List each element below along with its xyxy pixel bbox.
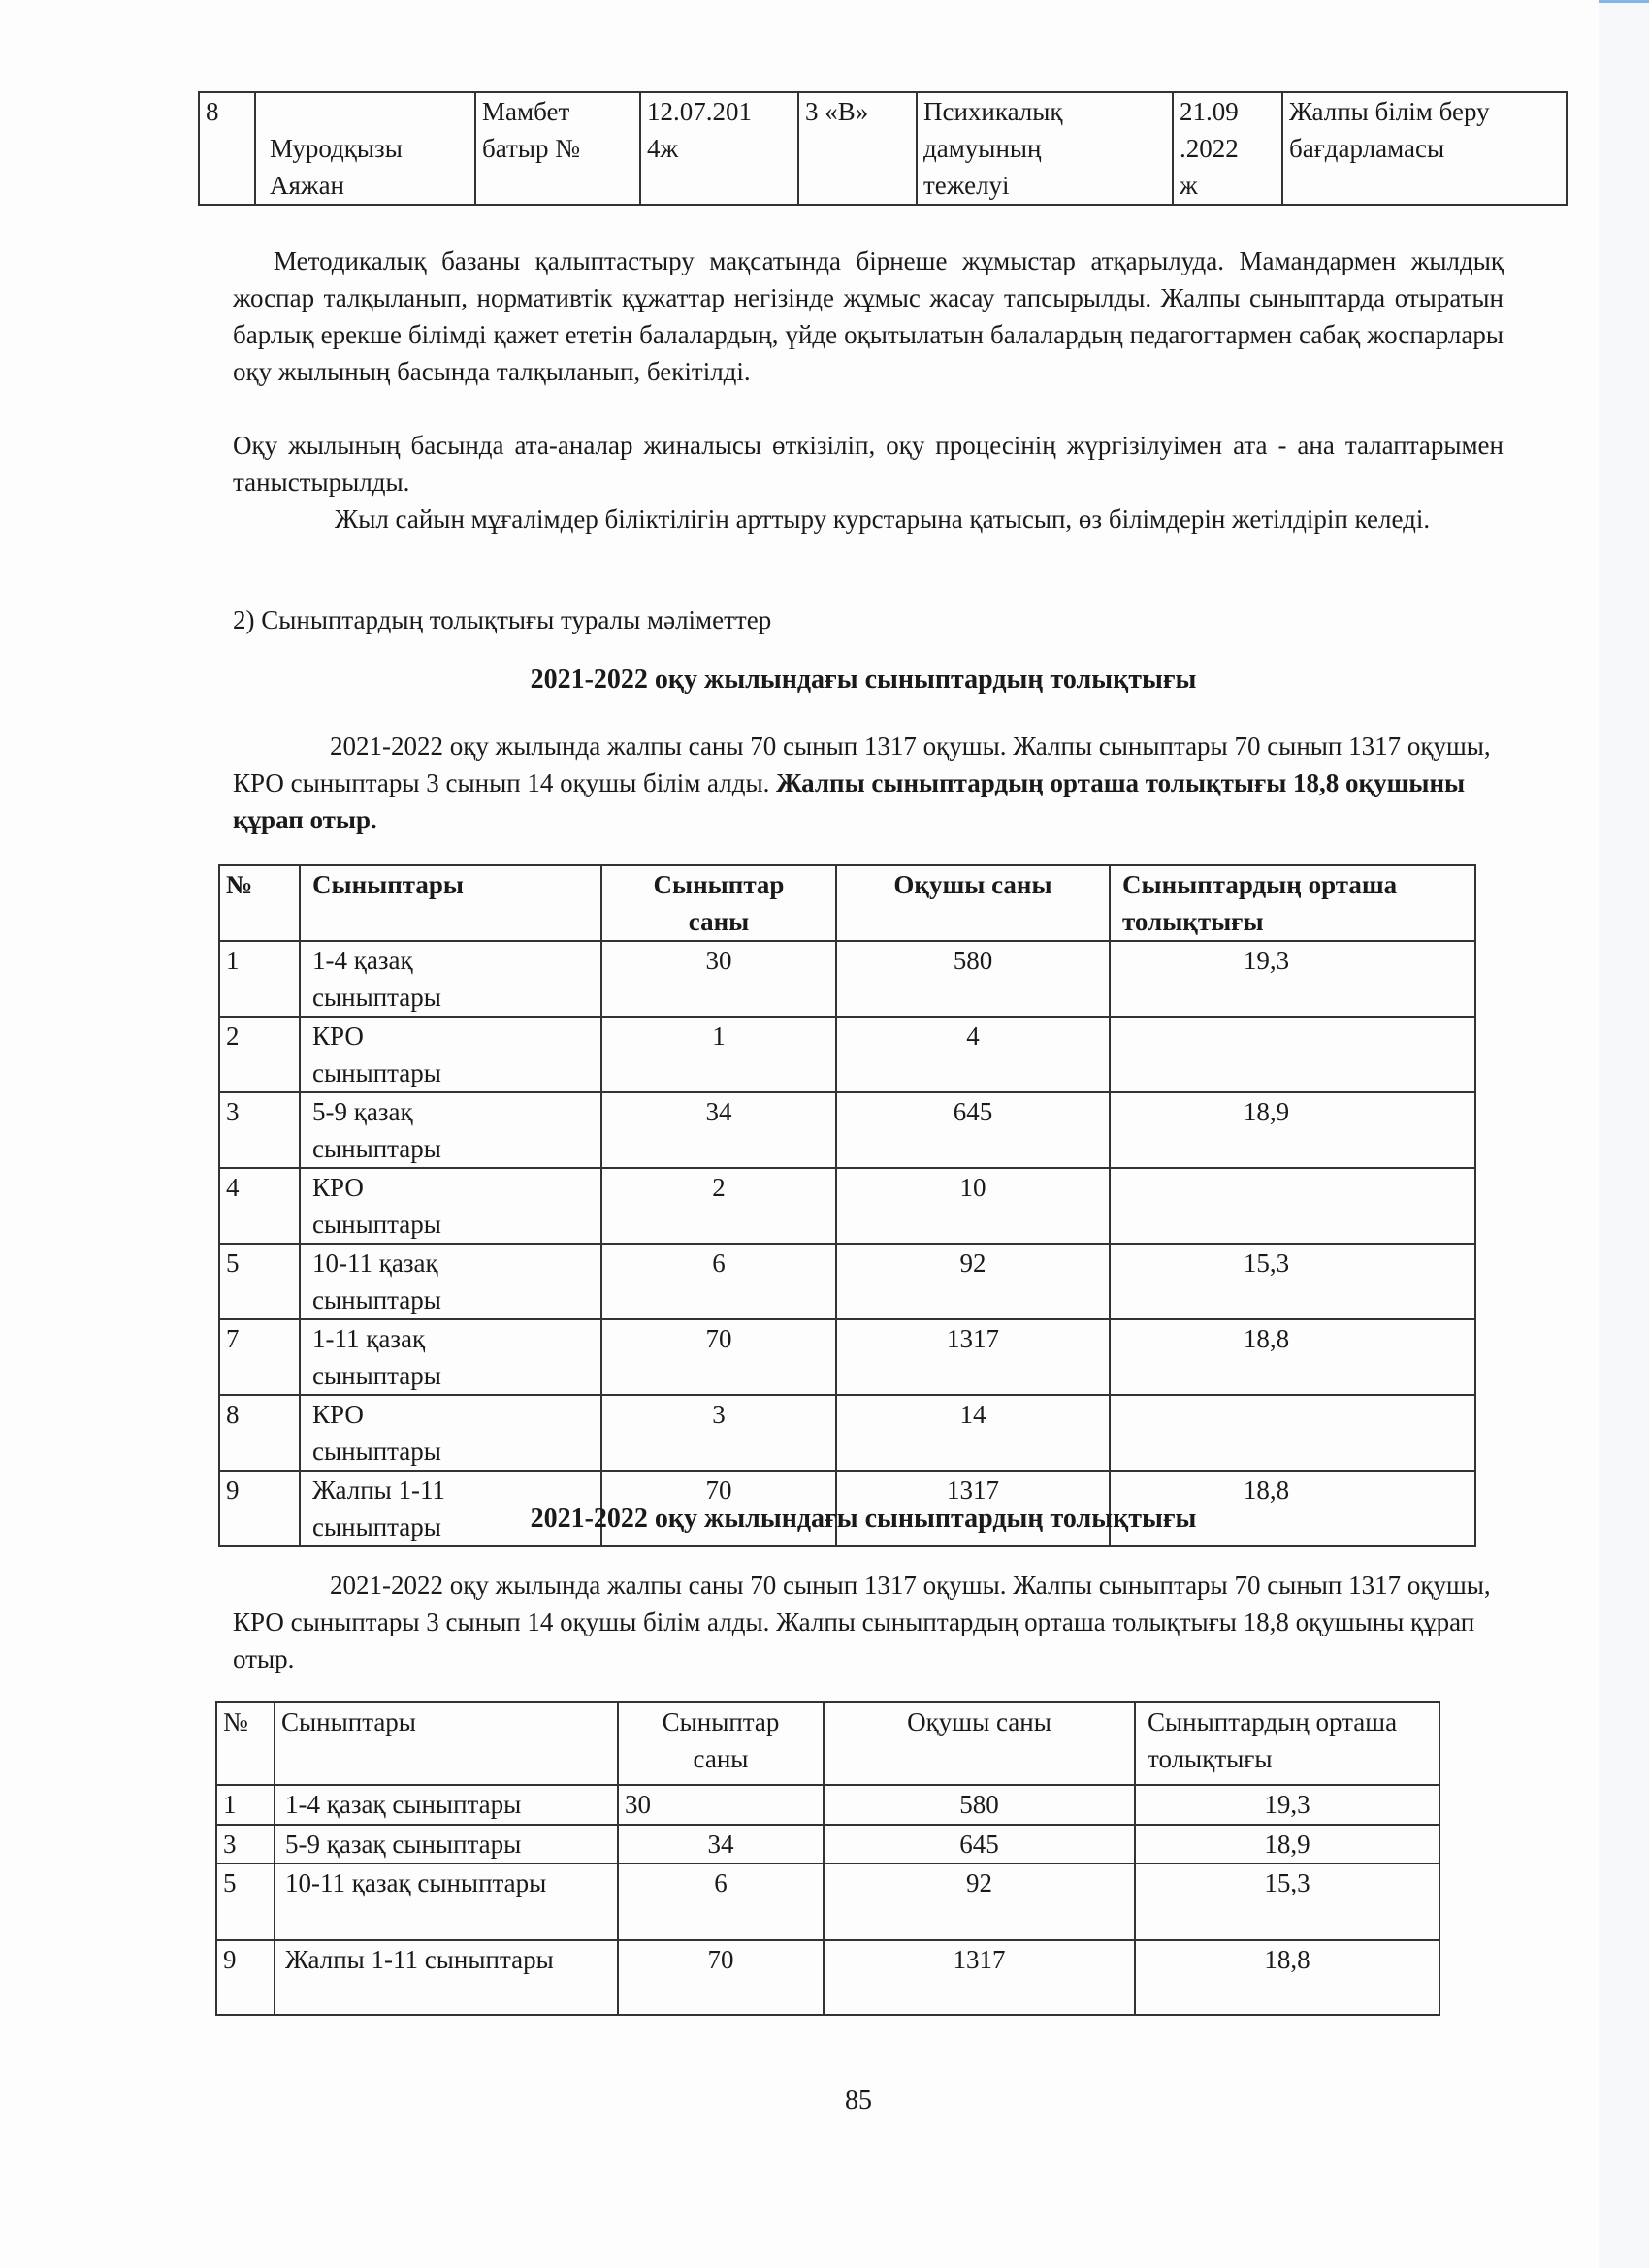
cell-classes: 5-9 қазақ сыныптары <box>300 1092 601 1168</box>
header-num: № <box>216 1702 275 1785</box>
cell-classes: КРО сыныптары <box>300 1395 601 1471</box>
cell-num: 5 <box>219 1244 300 1319</box>
paragraph-methodical: Методикалық базаны қалыптастыру мақсатында бірнеше жұмыстар атқарылуда. Мамандармен жылдық жоспар талқыланып, нормативтік құжаттар негізінде жұмыс жасау тапсырылды. Жалпы сыныптарда отыратын барлық ерекше білімді қажет ететін балалардың, үйде оқытылатын балалардың педагогтармен сабақ жоспарлары оқу жылының басында талқыланып, бекітілді. <box>233 246 1504 386</box>
classes-table-full <box>218 864 1476 1547</box>
section-a-heading: 2021-2022 оқу жылындағы сыныптардың толықтығы <box>530 664 1197 695</box>
cell-classes: 10-11 қазақ сыныптары <box>300 1244 601 1319</box>
cell-num: 9 <box>219 1471 300 1546</box>
cell-avg-fill <box>1110 1395 1475 1471</box>
cell-classes: КРО сыныптары <box>300 1017 601 1092</box>
cell-avg-fill <box>1110 1168 1475 1244</box>
header-student-count: Оқушы саны <box>824 1702 1135 1785</box>
cell-student-count: 580 <box>824 1785 1135 1825</box>
cell-avg-fill <box>1110 1017 1475 1092</box>
cell-avg-fill: 18,8 <box>1110 1319 1475 1395</box>
cell-class-count: 70 <box>601 1471 836 1546</box>
paragraph-parents: Оқу жылының басында ата-аналар жиналысы өткізіліп, оқу процесінің жүргізілуімен ата - ана талаптарымен таныстырылды. <box>233 431 1504 497</box>
cell-class-count: 1 <box>601 1017 836 1092</box>
cell-class-count: 6 <box>618 1863 824 1940</box>
cell-num: 3 <box>219 1092 300 1168</box>
table-row <box>219 1092 1475 1168</box>
cell-num: 4 <box>219 1168 300 1244</box>
cell-date: 21.09 .2022 ж <box>1173 92 1282 205</box>
cell-classes: 5-9 қазақ сыныптары <box>275 1825 618 1863</box>
table-row <box>199 92 1567 205</box>
cell-num: 9 <box>216 1940 275 2015</box>
cell-class-count: 70 <box>601 1319 836 1395</box>
cell-student-count: 645 <box>836 1092 1110 1168</box>
cell-student-count: 1317 <box>824 1940 1135 2015</box>
cell-student-count: 92 <box>824 1863 1135 1940</box>
table-row <box>216 1940 1439 2015</box>
header-classes: Сыныптары <box>300 865 601 941</box>
section-b-heading: 2021-2022 оқу жылындағы сыныптардың толықтығы <box>530 1504 1197 1534</box>
table-row <box>219 1319 1475 1395</box>
cell-num: 1 <box>219 941 300 1017</box>
cell-avg-fill: 18,9 <box>1110 1092 1475 1168</box>
cell-classes: 1-11 қазақ сыныптары <box>300 1319 601 1395</box>
cell-avg-fill: 18,8 <box>1110 1471 1475 1546</box>
header-avg-fill: Сыныптардың орташа толықтығы <box>1110 865 1475 941</box>
scan-artifact <box>1599 0 1649 3</box>
table-row <box>219 1168 1475 1244</box>
header-classes: Сыныптары <box>275 1702 618 1785</box>
header-num: № <box>219 865 300 941</box>
cell-dob: 12.07.201 4ж <box>640 92 798 205</box>
cell-class-count: 6 <box>601 1244 836 1319</box>
section-b-intro: 2021-2022 оқу жылында жалпы саны 70 сынып 1317 оқушы. Жалпы сыныптары 70 сынып 1317 оқушы, КРО сыныптары 3 сынып 14 оқушы білім алды. Жалпы сыныптардың орташа толықтығы 18,8 оқушыны құрап отыр. <box>233 1571 1491 1673</box>
table-row <box>216 1863 1439 1940</box>
cell-classes: 1-4 қазақ сыныптары <box>275 1785 618 1825</box>
section-a-intro-bold: Жалпы сыныптардың орташа толықтығы 18,8 оқушыны құрап отыр. <box>233 768 1466 834</box>
cell-class-count: 70 <box>618 1940 824 2015</box>
cell-avg-fill: 15,3 <box>1135 1863 1439 1940</box>
cell-num: 7 <box>219 1319 300 1395</box>
cell-avg-fill: 18,8 <box>1135 1940 1439 2015</box>
cell-num: 1 <box>216 1785 275 1825</box>
header-class-count: Сыныптар саны <box>601 865 836 941</box>
cell-student-count: 645 <box>824 1825 1135 1863</box>
cell-num: 5 <box>216 1863 275 1940</box>
table-row <box>216 1785 1439 1825</box>
cell-avg-fill: 18,9 <box>1135 1825 1439 1863</box>
cell-name: Муродқызы Аяжан <box>255 92 475 205</box>
cell-student-count: 1317 <box>836 1319 1110 1395</box>
cell-student-count: 580 <box>836 941 1110 1017</box>
table-row <box>216 1825 1439 1863</box>
scan-edge <box>1599 0 1649 2268</box>
cell-num: 8 <box>219 1395 300 1471</box>
cell-num: 3 <box>216 1825 275 1863</box>
page-number: 85 <box>845 2086 872 2116</box>
section-a-intro <box>233 728 1494 838</box>
cell-program: Жалпы білім беру бағдарламасы <box>1282 92 1567 205</box>
cell-student-count: 10 <box>836 1168 1110 1244</box>
cell-classes: Жалпы 1-11 сыныптары <box>300 1471 601 1546</box>
table-row <box>219 1395 1475 1471</box>
cell-classes: 10-11 қазақ сыныптары <box>275 1863 618 1940</box>
cell-avg-fill: 19,3 <box>1135 1785 1439 1825</box>
cell-class-count: 34 <box>618 1825 824 1863</box>
cell-student-count: 92 <box>836 1244 1110 1319</box>
section-a-intro-text: 2021-2022 оқу жылында жалпы саны 70 сынып 1317 оқушы. Жалпы сыныптары 70 сынып 1317 оқушы, КРО сыныптары 3 сынып 14 оқушы білім алды. <box>233 731 1491 797</box>
cell-num: 2 <box>219 1017 300 1092</box>
classes-table-summary <box>215 1701 1440 2016</box>
cell-class: 3 «В» <box>798 92 917 205</box>
cell-class-count: 30 <box>618 1785 824 1825</box>
cell-avg-fill: 15,3 <box>1110 1244 1475 1319</box>
table-row <box>219 941 1475 1017</box>
cell-classes: Жалпы 1-11 сыныптары <box>275 1940 618 2015</box>
paragraph-teachers: Жыл сайын мұғалімдер біліктілігін арттыру курстарына қатысып, өз білімдерін жетілдіріп келеді. <box>335 504 1431 534</box>
cell-class-count: 2 <box>601 1168 836 1244</box>
cell-student-count: 1317 <box>836 1471 1110 1546</box>
table-header-row <box>216 1702 1439 1785</box>
header-avg-fill: Сыныптардың орташа толықтығы <box>1135 1702 1439 1785</box>
table-row <box>219 1017 1475 1092</box>
cell-classes: КРО сыныптары <box>300 1168 601 1244</box>
section-2-title: 2) Сыныптардың толықтығы туралы мәліметтер <box>233 605 772 634</box>
cell-class-count: 30 <box>601 941 836 1017</box>
table-row <box>219 1244 1475 1319</box>
cell-student-count: 4 <box>836 1017 1110 1092</box>
header-student-count: Оқушы саны <box>836 865 1110 941</box>
student-table <box>198 91 1568 206</box>
cell-diagnosis: Психикалық дамуының тежелуі <box>917 92 1173 205</box>
header-class-count: Сыныптар саны <box>618 1702 824 1785</box>
cell-num: 8 <box>199 92 255 205</box>
cell-school: Мамбет батыр № <box>475 92 640 205</box>
table-header-row <box>219 865 1475 941</box>
cell-class-count: 3 <box>601 1395 836 1471</box>
cell-classes: 1-4 қазақ сыныптары <box>300 941 601 1017</box>
cell-avg-fill: 19,3 <box>1110 941 1475 1017</box>
cell-class-count: 34 <box>601 1092 836 1168</box>
cell-student-count: 14 <box>836 1395 1110 1471</box>
